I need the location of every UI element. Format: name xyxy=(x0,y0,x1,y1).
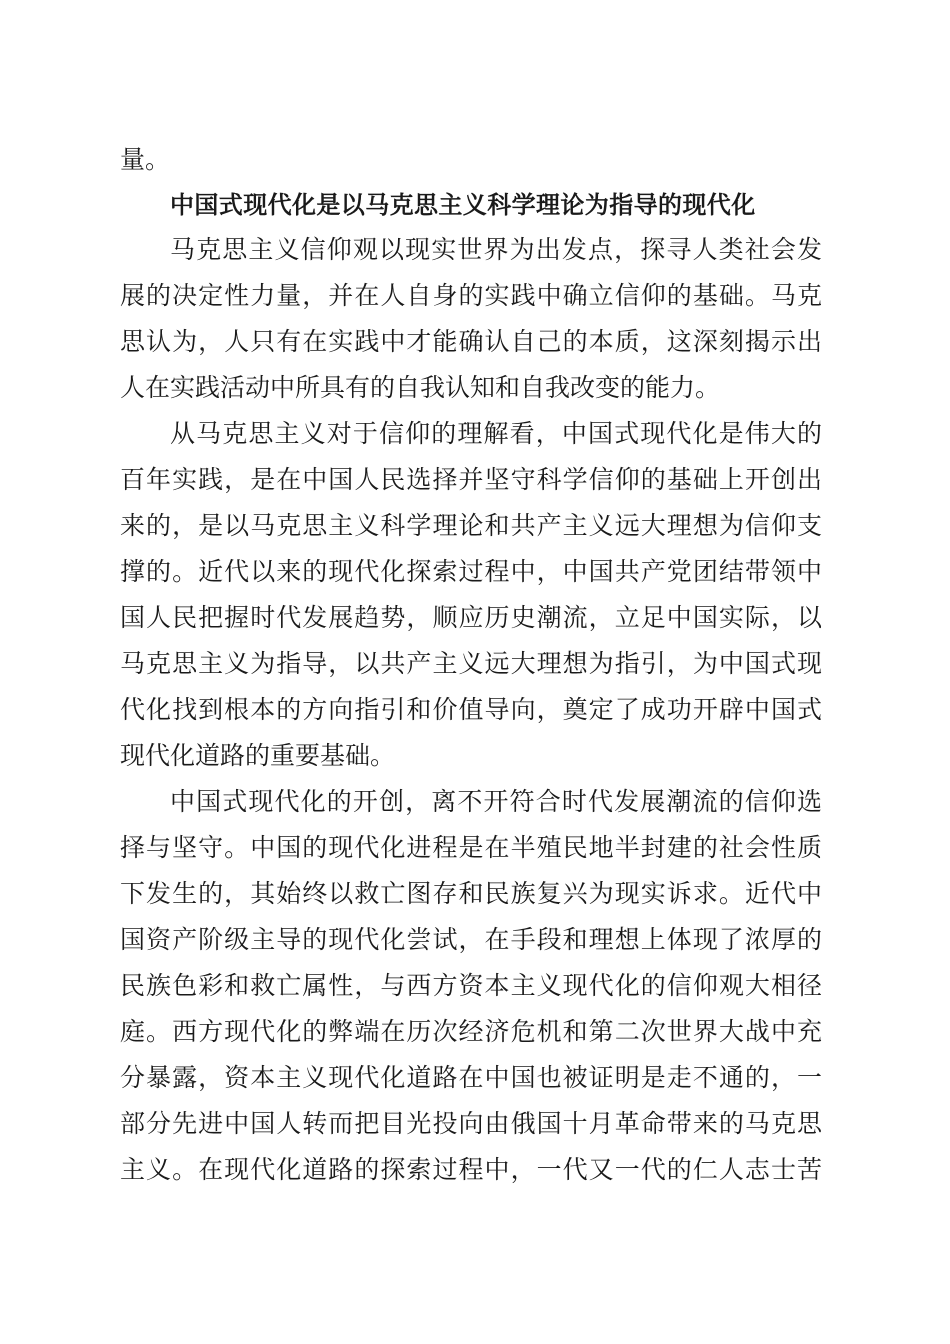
paragraph-line: 马克思主义信仰观以现实世界为出发点，探寻人类社会发 xyxy=(170,235,822,264)
paragraph-line: 国资产阶级主导的现代化尝试，在手段和理想上体现了浓厚的 xyxy=(120,925,822,954)
paragraph-line: 主义。在现代化道路的探索过程中，一代又一代的仁人志士苦 xyxy=(120,1155,822,1184)
paragraph-line: 部分先进中国人转而把目光投向由俄国十月革命带来的马克思 xyxy=(120,1109,822,1138)
paragraph-fragment: 量。 xyxy=(120,145,171,174)
paragraph-line: 庭。西方现代化的弊端在历次经济危机和第二次世界大战中充 xyxy=(120,1017,822,1046)
paragraph-line: 中国式现代化的开创，离不开符合时代发展潮流的信仰选 xyxy=(170,787,822,816)
paragraph-line: 展的决定性力量，并在人自身的实践中确立信仰的基础。马克 xyxy=(120,281,822,310)
paragraph-line: 人在实践活动中所具有的自我认知和自我改变的能力。 xyxy=(120,373,721,402)
paragraph-line: 现代化道路的重要基础。 xyxy=(120,741,396,770)
paragraph-line: 择与坚守。中国的现代化进程是在半殖民地半封建的社会性质 xyxy=(120,833,822,862)
paragraph-line: 从马克思主义对于信仰的理解看，中国式现代化是伟大的 xyxy=(170,419,822,448)
paragraph-line: 百年实践，是在中国人民选择并坚守科学信仰的基础上开创出 xyxy=(120,465,822,494)
section-heading: 中国式现代化是以马克思主义科学理论为指导的现代化 xyxy=(170,191,756,219)
paragraph-line: 代化找到根本的方向指引和价值导向，奠定了成功开辟中国式 xyxy=(120,695,822,724)
paragraph-line: 下发生的，其始终以救亡图存和民族复兴为现实诉求。近代中 xyxy=(120,879,822,908)
paragraph-line: 马克思主义为指导，以共产主义远大理想为指引，为中国式现 xyxy=(120,649,822,678)
paragraph-line: 分暴露，资本主义现代化道路在中国也被证明是走不通的，一 xyxy=(120,1063,822,1092)
paragraph-line: 思认为，人只有在实践中才能确认自己的本质，这深刻揭示出 xyxy=(120,327,822,356)
paragraph-line: 撑的。近代以来的现代化探索过程中，中国共产党团结带领中 xyxy=(120,557,822,586)
paragraph-line: 来的，是以马克思主义科学理论和共产主义远大理想为信仰支 xyxy=(120,511,822,540)
paragraph-line: 民族色彩和救亡属性，与西方资本主义现代化的信仰观大相径 xyxy=(120,971,822,1000)
paragraph-line: 国人民把握时代发展趋势，顺应历史潮流，立足中国实际，以 xyxy=(120,603,822,632)
